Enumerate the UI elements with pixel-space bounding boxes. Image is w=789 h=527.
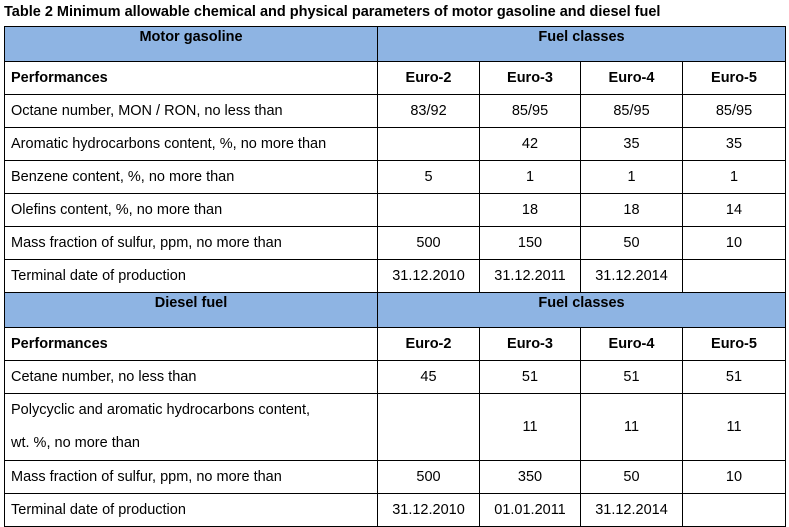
class-euro-2: Euro-2 bbox=[378, 328, 480, 361]
cell-value: 83/92 bbox=[378, 95, 480, 128]
cell-value: 31.12.2011 bbox=[480, 260, 581, 293]
row-label bbox=[5, 394, 378, 461]
row-label-line: Polycyclic and aromatic hydrocarbons content, bbox=[11, 402, 311, 418]
performances-label: Performances bbox=[5, 328, 378, 361]
fuel-classes-header: Fuel classes bbox=[378, 293, 786, 328]
cell-value: 1 bbox=[683, 161, 786, 194]
cell-value: 01.01.2011 bbox=[480, 494, 581, 527]
row-label: Olefins content, %, no more than bbox=[5, 194, 378, 227]
table-row bbox=[5, 394, 786, 461]
cell-value: 51 bbox=[581, 361, 683, 394]
performances-label: Performances bbox=[5, 62, 378, 95]
cell-value: 51 bbox=[683, 361, 786, 394]
cell-value: 35 bbox=[683, 128, 786, 161]
table-row bbox=[5, 361, 786, 394]
row-label: Aromatic hydrocarbons content, %, no more than bbox=[5, 128, 378, 161]
performances-row bbox=[5, 62, 786, 95]
table-row bbox=[5, 194, 786, 227]
section-header-diesel bbox=[5, 293, 786, 328]
class-euro-3: Euro-3 bbox=[480, 328, 581, 361]
cell-value: 50 bbox=[581, 227, 683, 260]
table-caption: Table 2 Minimum allowable chemical and physical parameters of motor gasoline and diesel fuel bbox=[4, 4, 661, 20]
cell-value: 31.12.2014 bbox=[581, 494, 683, 527]
cell-value: 10 bbox=[683, 461, 786, 494]
class-euro-5: Euro-5 bbox=[683, 62, 786, 95]
class-euro-3: Euro-3 bbox=[480, 62, 581, 95]
table-row bbox=[5, 260, 786, 293]
table-row bbox=[5, 494, 786, 527]
cell-value: 35 bbox=[581, 128, 683, 161]
cell-value bbox=[378, 128, 480, 161]
class-euro-4: Euro-4 bbox=[581, 62, 683, 95]
cell-value: 85/95 bbox=[480, 95, 581, 128]
cell-value bbox=[683, 494, 786, 527]
cell-value: 1 bbox=[480, 161, 581, 194]
cell-value: 10 bbox=[683, 227, 786, 260]
cell-value: 42 bbox=[480, 128, 581, 161]
cell-value: 18 bbox=[480, 194, 581, 227]
cell-value: 85/95 bbox=[581, 95, 683, 128]
performances-row bbox=[5, 328, 786, 361]
table-row bbox=[5, 227, 786, 260]
cell-value: 31.12.2010 bbox=[378, 494, 480, 527]
cell-value: 350 bbox=[480, 461, 581, 494]
cell-value: 18 bbox=[581, 194, 683, 227]
cell-value: 14 bbox=[683, 194, 786, 227]
cell-value: 31.12.2010 bbox=[378, 260, 480, 293]
table-row bbox=[5, 461, 786, 494]
section-title: Motor gasoline bbox=[5, 27, 378, 62]
cell-value bbox=[378, 194, 480, 227]
row-label: Terminal date of production bbox=[5, 260, 378, 293]
row-label: Benzene content, %, no more than bbox=[5, 161, 378, 194]
class-euro-2: Euro-2 bbox=[378, 62, 480, 95]
cell-value: 51 bbox=[480, 361, 581, 394]
fuel-classes-header: Fuel classes bbox=[378, 27, 786, 62]
table-row bbox=[5, 95, 786, 128]
table-row bbox=[5, 161, 786, 194]
cell-value: 50 bbox=[581, 461, 683, 494]
class-euro-4: Euro-4 bbox=[581, 328, 683, 361]
class-euro-5: Euro-5 bbox=[683, 328, 786, 361]
section-title: Diesel fuel bbox=[5, 293, 378, 328]
cell-value: 85/95 bbox=[683, 95, 786, 128]
section-header-gasoline bbox=[5, 27, 786, 62]
cell-value: 11 bbox=[480, 394, 581, 461]
row-label: Mass fraction of sulfur, ppm, no more than bbox=[5, 227, 378, 260]
cell-value: 45 bbox=[378, 361, 480, 394]
cell-value bbox=[683, 260, 786, 293]
fuel-parameters-table bbox=[4, 26, 786, 527]
cell-value: 500 bbox=[378, 227, 480, 260]
row-label: Terminal date of production bbox=[5, 494, 378, 527]
cell-value: 31.12.2014 bbox=[581, 260, 683, 293]
cell-value: 500 bbox=[378, 461, 480, 494]
cell-value: 5 bbox=[378, 161, 480, 194]
cell-value: 1 bbox=[581, 161, 683, 194]
row-label: Mass fraction of sulfur, ppm, no more than bbox=[5, 461, 378, 494]
row-label-line: wt. %, no more than bbox=[11, 435, 140, 451]
table-row bbox=[5, 128, 786, 161]
row-label: Cetane number, no less than bbox=[5, 361, 378, 394]
cell-value: 11 bbox=[683, 394, 786, 461]
cell-value: 11 bbox=[581, 394, 683, 461]
row-label: Octane number, MON / RON, no less than bbox=[5, 95, 378, 128]
cell-value: 150 bbox=[480, 227, 581, 260]
cell-value bbox=[378, 394, 480, 461]
